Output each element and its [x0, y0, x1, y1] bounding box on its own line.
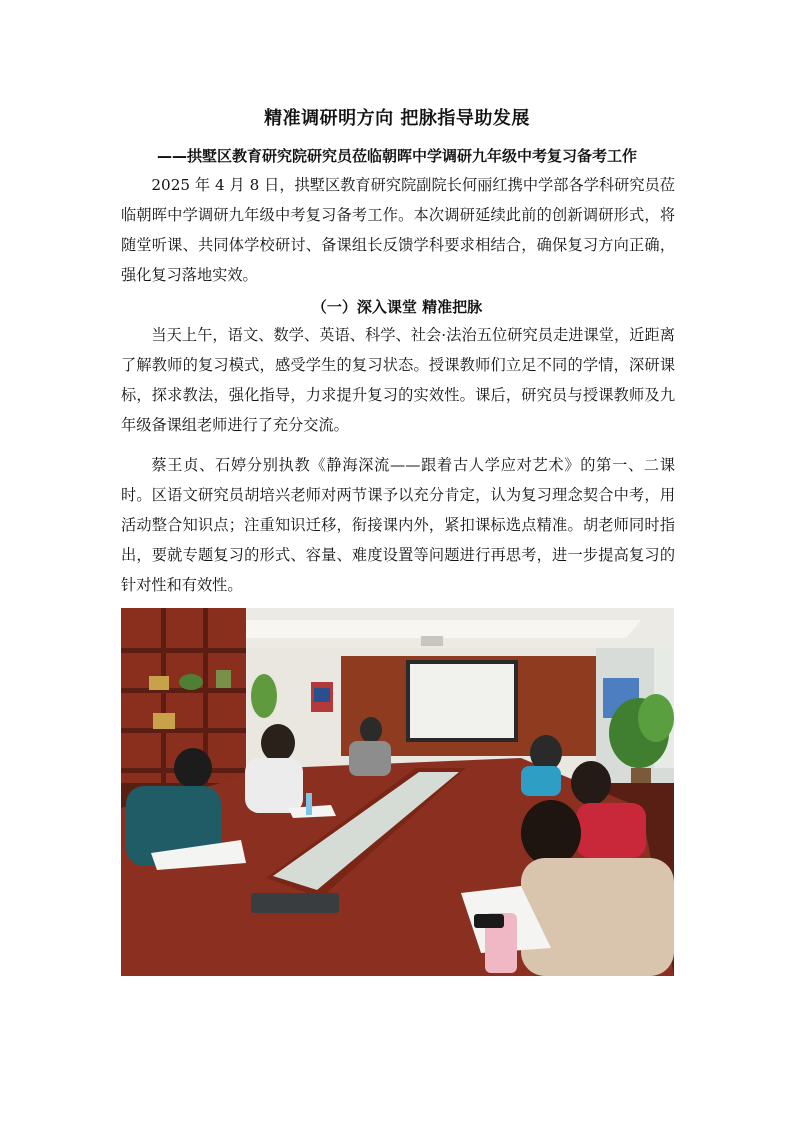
section-heading: （一）深入课堂 精准把脉: [311, 298, 483, 316]
article-subtitle: ——拱墅区教育研究院研究员莅临朝晖中学调研九年级中考复习备考工作: [156, 147, 637, 165]
meeting-photo: [121, 608, 674, 976]
article-title: 精准调研明方向 把脉指导助发展: [264, 108, 530, 129]
paragraph-lesson: 蔡王贞、石婷分别执教《静海深流——跟着古人学应对艺术》的第一、二课时。区语文研究员胡培兴老师对两节课予以充分肯定，认为复习理念契合中考，用活动整合知识点；注重知识迁移，衔接课内外，紧扣课标选点精准。胡老师同时指出，要就专题复习的形式、容量、难度设置等问题进行再思考，进一步提高复习的针对性和有效性。: [121, 456, 675, 594]
paragraph-intro: 2025 年 4 月 8 日，拱墅区教育研究院副院长何丽红携中学部各学科研究员莅临朝晖中学调研九年级中考复习备考工作。本次调研延续此前的创新调研形式，将随堂听课、共同体学校研讨、备课组长反馈学科要求相结合，确保复习方向正确，强化复习落地实效。: [121, 176, 675, 284]
paragraph-classroom: 当天上午，语文、数学、英语、科学、社会·法治五位研究员走进课堂，近距离了解教师的复习模式，感受学生的复习状态。授课教师们立足不同的学情，深研课标，探求教法，强化指导，力求提升复习的实效性。课后，研究员与授课教师及九年级备课组老师进行了充分交流。: [121, 326, 675, 434]
